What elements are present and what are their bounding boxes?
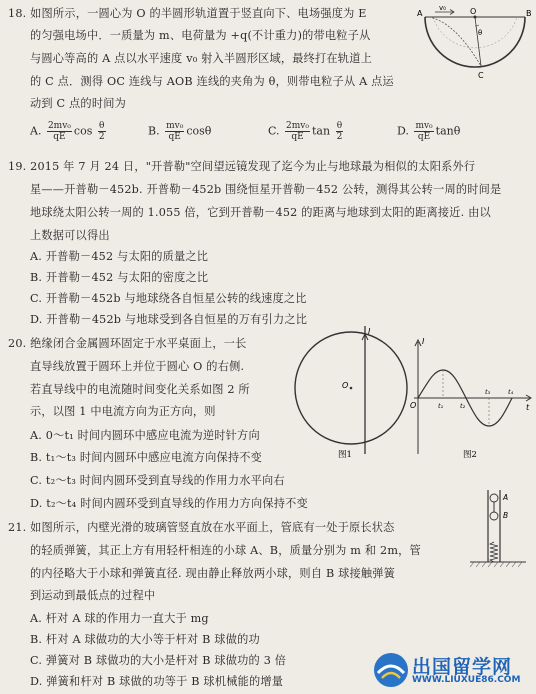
- label-ball-b: B: [503, 511, 509, 520]
- q18-line-3: 与圆心等高的 A 点以水平速度 v₀ 射入半圆形区域，最终打在轨道上: [30, 52, 372, 65]
- option-key: D.: [397, 124, 409, 138]
- option-key: A.: [30, 124, 42, 138]
- numerator: mv₀: [415, 121, 433, 131]
- trig-function: cos: [73, 124, 93, 138]
- q20-figures: [288, 322, 536, 462]
- q20-option-b[interactable]: B. t₁～t₃ 时间内圆环中感应电流方向保持不变: [30, 451, 263, 464]
- q20-line-3: 若直导线中的电流随时间变化关系如图 2 所: [30, 383, 250, 396]
- q20-option-c[interactable]: C. t₂～t₃ 时间内圆环受到直导线的作用力水平向右: [30, 474, 285, 487]
- q19-line-3: 地球绕太阳公转一周的 1.055 倍，它到开普勒－452 的距离与地球到太阳的距离接近. 由以: [30, 206, 491, 219]
- q18-line-4: 的 C 点．测得 OC 连线与 AOB 连线的夹角为 θ，则带电粒子从 A 点运: [30, 75, 394, 88]
- q19-option-d[interactable]: D. 开普勒－452b 与地球受到各自恒星的万有引力之比: [30, 313, 308, 326]
- fig2-label-t: t: [526, 403, 530, 412]
- option-key: B.: [148, 124, 160, 138]
- figure-2-current-graph: [410, 337, 531, 460]
- numerator: θ: [99, 121, 105, 131]
- q19-line-4: 上数据可以得出: [30, 229, 110, 242]
- denominator: 2: [98, 132, 105, 142]
- watermark-logo: [372, 650, 532, 690]
- q20-line-1: 20. 绝缘闭合金属圆环固定于水平桌面上，一长: [8, 337, 247, 350]
- denominator: qE: [291, 132, 304, 142]
- denominator: qE: [417, 132, 431, 142]
- q18-line-1: 18. 如图所示，一圆心为 O 的半圆形轨道置于竖直向下、电场强度为 E: [8, 7, 367, 20]
- q18-line-5: 动到 C 点的时间为: [30, 97, 126, 110]
- fig1-label-i: I: [368, 327, 371, 336]
- option-key: C.: [268, 124, 280, 138]
- denominator: qE: [168, 132, 181, 142]
- fig1-caption: 图1: [338, 450, 352, 460]
- q19-option-a[interactable]: A. 开普勒－452 与太阳的质量之比: [30, 250, 209, 263]
- fig2-label-o: O: [410, 401, 417, 410]
- q21-option-d[interactable]: D. 弹簧和杆对 B 球做的功等于 B 球机械能的增量: [30, 675, 284, 688]
- numerator: 2mv₀: [286, 121, 309, 131]
- label-c: C: [478, 71, 484, 80]
- q20-option-d[interactable]: D. t₂～t₄ 时间内圆环受到直导线的作用力方向保持不变: [30, 497, 308, 510]
- q19-option-b[interactable]: B. 开普勒－452 与太阳的密度之比: [30, 271, 209, 284]
- q21-option-b[interactable]: B. 杆对 A 球做功的大小等于杆对 B 球做的功: [30, 633, 260, 646]
- denominator: 2: [336, 132, 343, 142]
- label-v0: v₀: [439, 4, 446, 12]
- watermark-title: 出国留学网: [412, 656, 513, 678]
- liuxue-logo-icon: [372, 651, 410, 689]
- q19-line-2: 星——开普勒－452b. 开普勒－452b 围绕恒星开普勒－452 公转，测得其公转一周的时间是: [30, 183, 502, 196]
- q18-option-b[interactable]: [148, 121, 211, 142]
- q18-option-d[interactable]: [397, 121, 460, 142]
- q21-line-4: 到运动到最低点的过程中: [30, 589, 156, 602]
- q21-line-1: 21. 如图所示，内壁光滑的玻璃管竖直放在水平面上，管底有一处于原长状态: [8, 521, 395, 534]
- numerator: 2mv₀: [47, 121, 71, 131]
- q19-line-1: 19. 2015 年 7 月 24 日，"开普勒"空间望远镜发现了迄今为止与地球最为相似的太阳系外行: [8, 160, 476, 173]
- label-theta: θ: [478, 29, 483, 37]
- q20-option-a[interactable]: A. 0～t₁ 时间内圆环中感应电流为逆时针方向: [30, 429, 260, 442]
- figure-1-ring: [295, 326, 407, 460]
- q20-line-2: 直导线放置于圆环上并位于圆心 O 的右侧.: [30, 360, 245, 373]
- numerator: mv₀: [166, 121, 184, 131]
- q21-option-c[interactable]: C. 弹簧对 B 球做功的大小是杆对 B 球做功的 3 倍: [30, 654, 287, 667]
- watermark-url: WWW.LIUXUE86.COM: [412, 675, 521, 685]
- fig2-label-i: I: [422, 337, 425, 346]
- label-a: A: [417, 9, 423, 18]
- fig2-label-t4: t₄: [508, 388, 514, 396]
- q20-line-4: 示，以图 1 中电流方向为正方向，则: [30, 405, 216, 418]
- fig2-caption: 图2: [463, 450, 477, 460]
- q21-option-a[interactable]: A. 杆对 A 球的作用力一直大于 mg: [30, 612, 209, 625]
- label-ball-a: A: [503, 493, 509, 502]
- label-o: O: [470, 7, 477, 16]
- q21-line-2: 的轻质弹簧，其正上方有用轻杆相连的小球 A、B，质量分别为 m 和 2m，管: [30, 544, 421, 557]
- trig-function: tan: [311, 124, 331, 138]
- fig2-label-t3: t₃: [485, 388, 491, 396]
- trig-function: tanθ: [435, 124, 461, 138]
- numerator: θ: [336, 121, 343, 131]
- q18-option-a[interactable]: [30, 121, 108, 142]
- q21-tube-figure: [466, 484, 530, 572]
- fig1-label-o: O: [342, 381, 349, 390]
- label-b: B: [526, 9, 532, 18]
- q18-line-2: 的匀强电场中．一质量为 m、电荷量为 +q(不计重力)的带电粒子从: [30, 29, 371, 42]
- denominator: qE: [53, 132, 66, 142]
- q18-semicircle-figure: [415, 4, 533, 88]
- q18-option-c[interactable]: [268, 121, 345, 142]
- q19-option-c[interactable]: C. 开普勒－452b 与地球绕各自恒星公转的线速度之比: [30, 292, 307, 305]
- fig2-label-t2: t₂: [460, 402, 466, 410]
- q21-line-3: 的内径略大于小球和弹簧直径. 现由静止释放两小球，则自 B 球接触弹簧: [30, 567, 396, 580]
- trig-function: cosθ: [186, 124, 212, 138]
- fig2-label-t1: t₁: [438, 402, 444, 410]
